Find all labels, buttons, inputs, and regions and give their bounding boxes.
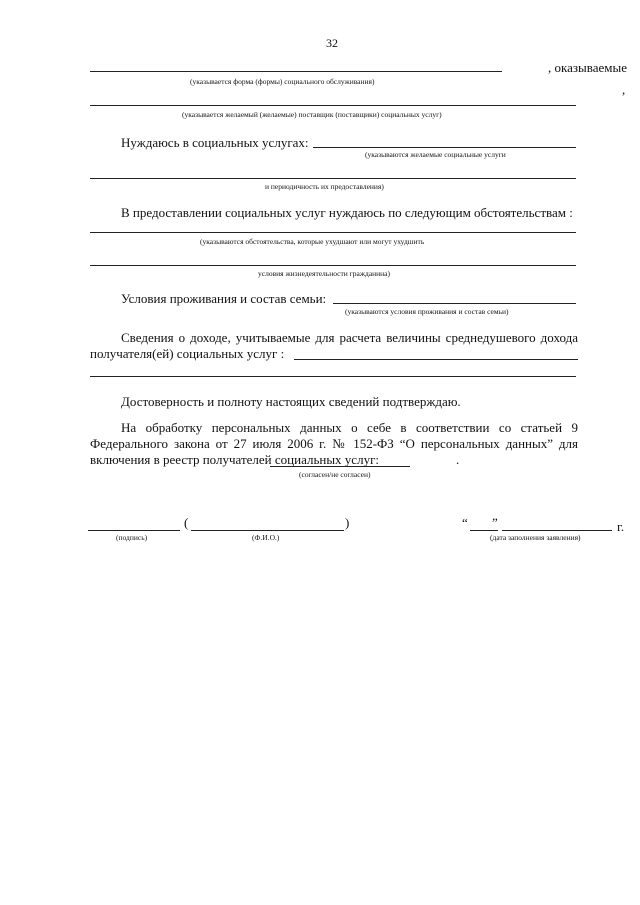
margin-mark: ,	[622, 82, 626, 97]
living-line[interactable]	[333, 303, 576, 304]
income-line-1: Сведения о доходе, учитываемые для расчета величины среднедушевого дохода	[121, 330, 578, 345]
services-line[interactable]	[313, 147, 576, 148]
circumstances-caption: (указываются обстоятельства, которые ухудшают или могут ухудшить	[200, 237, 425, 246]
services-label: Нуждаюсь в социальных услугах:	[121, 135, 309, 150]
circumstances-caption-2: условия жизнедеятельности гражданина)	[258, 269, 391, 278]
confirmation-text: Достоверность и полноту настоящих сведений подтверждаю.	[121, 394, 461, 409]
consent-end-dot: .	[456, 452, 460, 467]
name-caption: (Ф.И.О.)	[252, 533, 280, 542]
form-caption: (указывается форма (формы) социального обслуживания)	[190, 77, 375, 86]
date-year-suffix: г.	[617, 519, 625, 534]
date-caption: (дата заполнения заявления)	[490, 533, 581, 542]
provider-line[interactable]	[90, 105, 576, 106]
living-label: Условия проживания и состав семьи:	[121, 291, 327, 306]
page-number: 32	[326, 36, 338, 50]
consent-field[interactable]	[270, 466, 410, 467]
provider-caption: (указывается желаемый (желаемые) поставщик (поставщики) социальных услуг)	[182, 110, 442, 119]
name-line[interactable]	[191, 530, 344, 531]
circumstances-label: В предоставлении социальных услуг нуждаюсь по следующим обстоятельствам :	[121, 205, 573, 220]
signature-line[interactable]	[88, 530, 180, 531]
name-close-paren: )	[345, 515, 350, 530]
date-month-line[interactable]	[502, 530, 612, 531]
signature-caption: (подпись)	[116, 533, 148, 542]
consent-line-1: На обработку персональных данных о себе в соответствии со статьей 9	[121, 420, 578, 435]
name-open-paren: (	[184, 515, 189, 530]
income-line-2: получателя(ей) социальных услуг :	[90, 346, 285, 361]
services-line-2[interactable]	[90, 178, 576, 179]
consent-caption: (согласен/не согласен)	[299, 470, 371, 479]
date-quote-close: ”	[492, 515, 498, 530]
date-quote-open: “	[462, 515, 468, 530]
income-field-2[interactable]	[90, 376, 576, 377]
services-caption-2: и периодичность их предоставления)	[265, 182, 384, 191]
services-caption: (указываются желаемые социальные услуги	[365, 150, 506, 159]
form-line[interactable]	[90, 71, 502, 72]
circumstances-line[interactable]	[90, 232, 576, 233]
living-caption: (указываются условия проживания и состав семьи)	[345, 307, 509, 316]
income-field[interactable]	[294, 359, 578, 360]
consent-line-2: Федерального закона от 27 июля 2006 г. № 152-ФЗ “О персональных данных” для	[90, 436, 578, 451]
circumstances-line-2[interactable]	[90, 265, 576, 266]
consent-line-3: включения в реестр получателей социальных услуг:	[90, 452, 380, 467]
header-trailing-text: , оказываемые	[548, 60, 627, 75]
